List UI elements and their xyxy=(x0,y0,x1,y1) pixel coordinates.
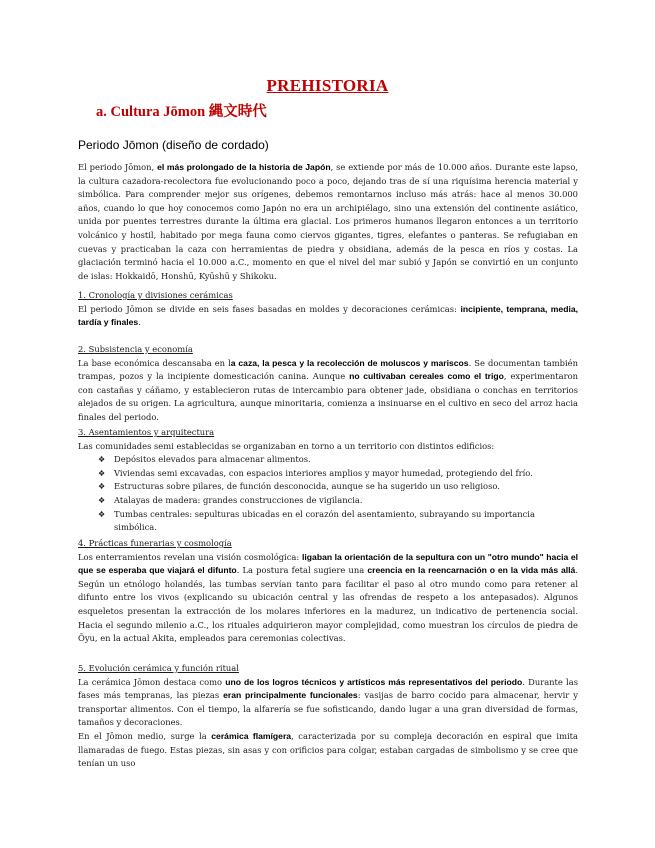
intro-emphasis: el más prolongado de la historia de Japón xyxy=(157,162,331,172)
list-item: ❖ Atalayas de madera: grandes construcciones de vigilancia. xyxy=(98,494,578,508)
section-paragraph: El periodo Jōmon se divide en seis fases basadas en moldes y decoraciones cerámicas: incipiente, temprana, media, tardía y finales. xyxy=(78,303,579,328)
intro-paragraph: El periodo Jōmon, el más prolongado de la historia de Japón, se extiende por más de 10.000 años. Durante este lapso, la cultura cazadora-recolectora fue evolucionando poco a poco, dejando tras de sí una riquísima herencia material y simbólica. Para comprender mejor sus orígenes, debemos remontarnos incluso más atrás: hace al menos 30.000 años, cuando lo que hoy conocemos como Japón no era un archipiélago, sino una extensión del continente asiático, unida por puentes terrestres durante la última era glacial. Los primeros humanos llegaron entonces a un territorio volcánico y hostil, habitado por mega fauna como ciervos gigantes, tigres, elefantes o panteras. Se refugiaban en cuevas y practicaban la caza con herramientas de piedra y obsidiana, además de la pesca en ríos y costas. La glaciación terminó hacia el 10.000 a.C., momento en que el nivel del mar subió y Japón se convirtió en un conjunto de islas: Hokkaidō, Honshū, Kyūshū y Shikoku. xyxy=(78,162,578,281)
section-paragraph: La cerámica Jōmon destaca como uno de los logros técnicos y artísticos más representativos del periodo. Durante las fases más tempranas, las piezas eran principalmente funcionales: vasijas de barro cocido para almacenar, hervir y transportar alimentos. Con el tiempo, la alfarería se fue sofisticando, dando lugar a una gran diversidad de formas, tamaños y decoraciones. xyxy=(78,676,578,728)
section-paragraph: En el Jōmon medio, surge la cerámica flamígera, caracterizada por su compleja decoración en espiral que imita llamaradas de fuego. Estas piezas, sin asas y con orificios para colgar, estaban cargadas de simbolismo y se cree que tenían un uso xyxy=(78,730,578,769)
section-title: 5. Evolución cerámica y función ritual xyxy=(78,663,239,673)
section-title: 1. Cronología y divisiones cerámicas xyxy=(78,290,233,300)
section-settlements xyxy=(78,426,578,535)
diamond-bullet-icon: ❖ xyxy=(98,482,106,492)
section-paragraph: Los enterramientos revelan una visión cosmológica: ligaban la orientación de la sepultura con un "otro mundo" hacia el que se esperaba que viajará el difunto. La postura fetal sugiere una creencia en la reencarnación o en la vida más allá. Según un etnólogo holandés, las tumbas servían tanto para facilitar el paso al otro mundo como para retener al difunto entre los vivos (explicando su ubicación central y las ofrendas de respeto a los antepasados). Algunos esqueletos presentan la extracción de los molares inferiores en la madurez, un indicativo de pertenencia social. Hacia el segundo milenio a.C., los rituales adquirieron mayor complejidad, como muestran los círculos de piedra de Ōyu, en la actual Akita, empleados para ceremonias colectivas. xyxy=(78,551,579,644)
diamond-bullet-icon: ❖ xyxy=(98,455,106,465)
section-title: 3. Asentamientos y arquitectura xyxy=(78,427,215,437)
section-chronology xyxy=(78,289,578,330)
settlement-list xyxy=(78,453,578,535)
diamond-bullet-icon: ❖ xyxy=(98,509,106,519)
document-title: PREHISTORIA xyxy=(266,76,389,95)
section-paragraph: Las comunidades semi establecidas se organizaban en torno a un territorio con distintos edificios: xyxy=(78,440,495,451)
diamond-bullet-icon: ❖ xyxy=(98,495,106,505)
section-subtitle: a. Cultura Jōmon 縄文時代 xyxy=(96,104,267,120)
list-item: ❖ Depósitos elevados para almacenar alimentos. xyxy=(98,453,578,467)
list-item: ❖ Estructuras sobre pilares, de función desconocida, aunque se ha sugerido un uso religioso. xyxy=(98,480,578,494)
list-item: ❖ Viviendas semi excavadas, con espacios interiores amplios y mayor humedad, protegiendo del frío. xyxy=(98,467,578,481)
section-title: 2. Subsistencia y economía xyxy=(78,344,193,354)
section-title: 4. Prácticas funerarias y cosmología xyxy=(78,538,232,548)
period-heading: Periodo Jōmon (diseño de cordado) xyxy=(78,138,269,152)
diamond-bullet-icon: ❖ xyxy=(98,468,106,478)
section-subsistence xyxy=(78,343,578,425)
intro-block xyxy=(78,161,578,283)
section-ceramics xyxy=(78,662,578,771)
section-funerary xyxy=(78,537,578,646)
section-paragraph: La base económica descansaba en la caza, la pesca y la recolección de moluscos y mariscos. Se documentan también trampas, pozos y la incipiente domesticación canina. Aunque no cultivaban cereales como el trigo, experimentaron con castañas y cáñamo, y establecieron rutas de intercambio para obtener jade, obsidiana o conchas en territorios alejados de su origen. La agricultura, aunque minoritaria, comienza a insinuarse en el cultivo en seco del arroz hacia finales del periodo. xyxy=(78,357,578,422)
list-item: ❖ Tumbas centrales: sepulturas ubicadas en el corazón del asentamiento, subrayando su importancia simbólica. xyxy=(98,508,535,533)
